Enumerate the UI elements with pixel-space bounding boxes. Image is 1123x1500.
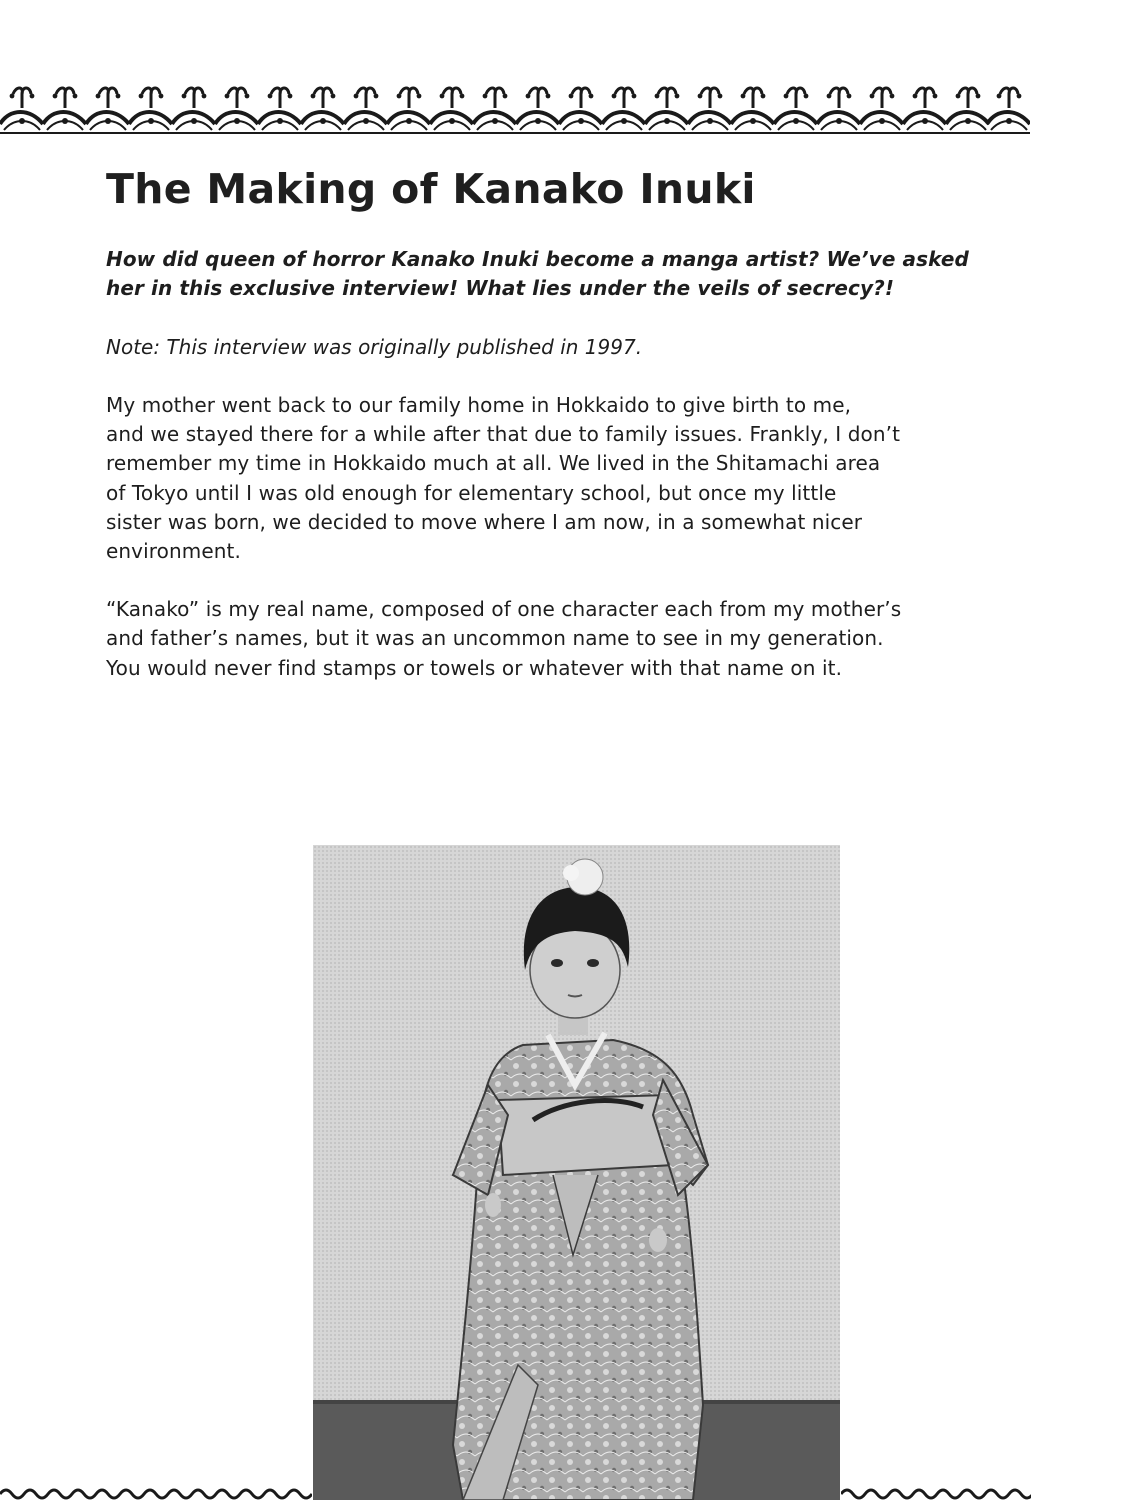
bottom-ornamental-border-left — [0, 1484, 312, 1500]
text-line: environment. — [106, 539, 241, 564]
intro-line: How did queen of horror Kanako Inuki become a manga artist? We’ve asked — [106, 247, 969, 271]
article — [106, 165, 1036, 683]
text-line: and we stayed there for a while after that due to family issues. Frankly, I don’t — [106, 422, 901, 447]
text-line: My mother went back to our family home in Hokkaido to give birth to me, — [106, 393, 852, 417]
top-ornamental-border — [0, 80, 1030, 136]
article-intro — [106, 245, 1036, 303]
text-line: and father’s names, but it was an uncommon name to see in my generation. — [106, 626, 884, 651]
text-line: remember my time in Hokkaido much at all. We lived in the Shitamachi area — [106, 451, 881, 476]
paragraph-2 — [106, 595, 1036, 683]
obi-sash — [498, 1095, 673, 1175]
childhood-photo — [313, 845, 840, 1500]
text-line: of Tokyo until I was old enough for elementary school, but once my little — [106, 480, 837, 505]
text-line: You would never find stamps or towels or whatever with that name on it. — [106, 655, 843, 680]
publication-note: Note: This interview was originally published in 1997. — [106, 335, 643, 359]
paragraph-1 — [106, 391, 1036, 566]
text-line: sister was born, we decided to move where I am now, in a somewhat nicer — [106, 509, 863, 534]
bottom-ornamental-border-right — [841, 1484, 1031, 1500]
article-title: The Making of Kanako Inuki — [106, 165, 756, 213]
ornament-repeat — [0, 88, 1030, 130]
text-line: “Kanako” is my real name, composed of one character each from my mother’s — [106, 597, 902, 622]
intro-line: her in this exclusive interview! What lies under the veils of secrecy?! — [106, 276, 895, 300]
